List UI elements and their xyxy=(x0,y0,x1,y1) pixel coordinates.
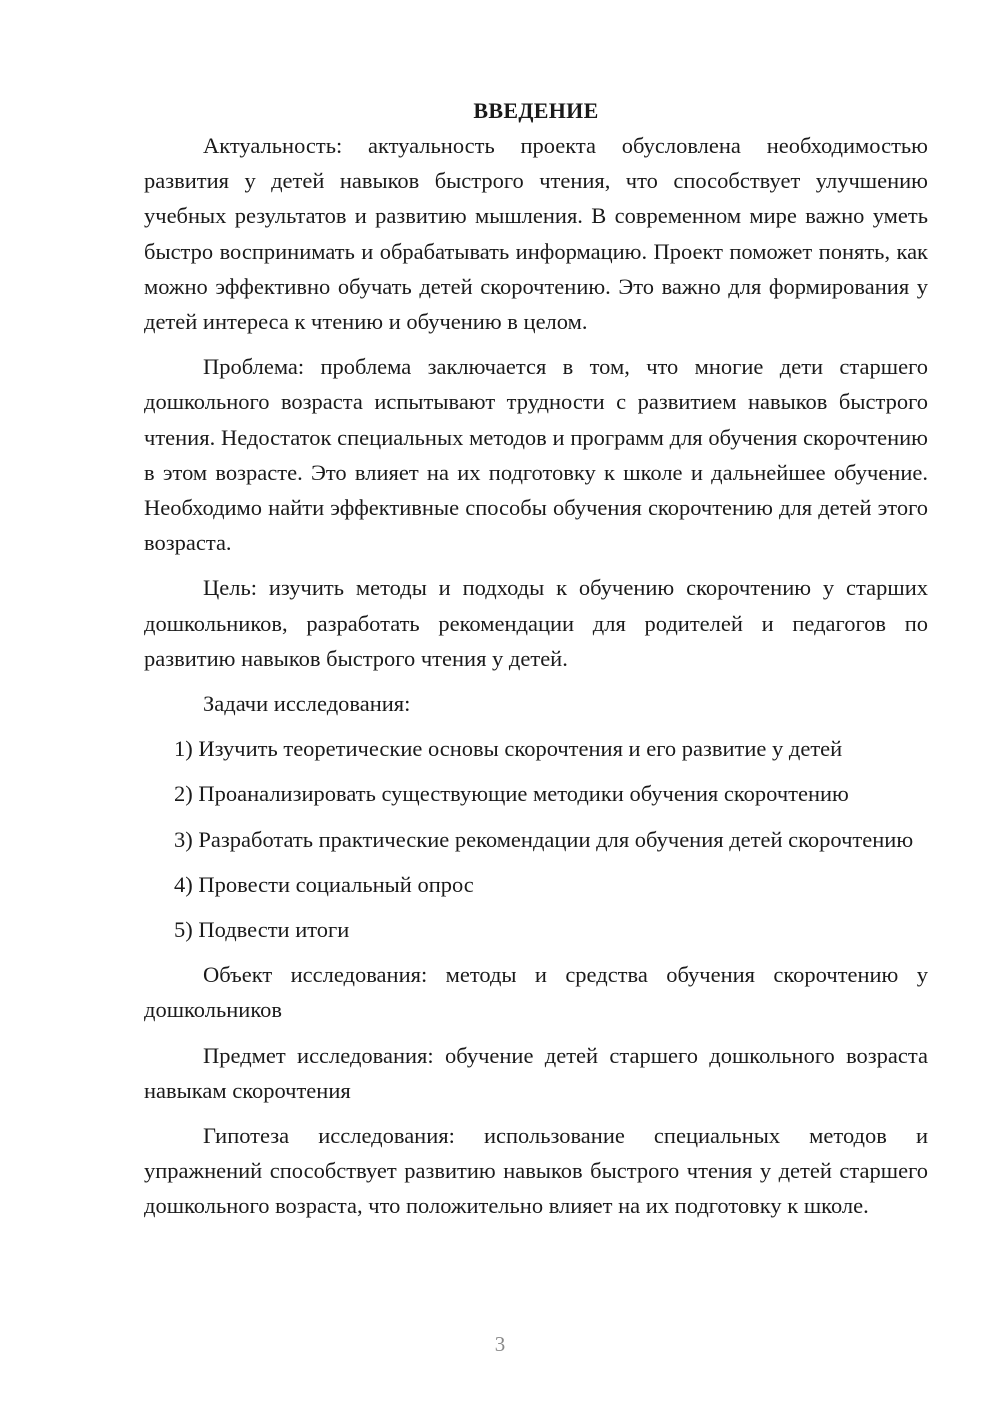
task-item-5: 5) Подвести итоги xyxy=(174,917,350,943)
page-content xyxy=(144,93,928,1224)
object-paragraph: Объект исследования: методы и средства обучения скорочтению у дошкольников xyxy=(144,962,928,1023)
task-item-3: 3) Разработать практические рекомендации для обучения детей скорочтению xyxy=(174,826,914,852)
subject-paragraph: Предмет исследования: обучение детей старшего дошкольного возраста навыкам скорочтения xyxy=(144,1042,928,1103)
page-number: 3 xyxy=(494,1332,506,1356)
tasks-heading: Задачи исследования: xyxy=(203,691,411,717)
task-item-2: 2) Проанализировать существующие методики обучения скорочтению xyxy=(174,781,849,807)
problem-paragraph: Проблема: проблема заключается в том, что многие дети старшего дошкольного возраста испытывают трудности с развитием навыков быстрого чтения. Недостаток специальных методов и программ для обучения скорочтению в этом возрасте. Это влияет на их подготовку к школе и дальнейшее обучение. Необходимо найти эффективные способы обучения скорочтению для детей этого возраста. xyxy=(144,354,928,556)
page-title: ВВЕДЕНИЕ xyxy=(473,98,599,123)
relevance-paragraph: Актуальность: актуальность проекта обусловлена необходимостью развития у детей навыков быстрого чтения, что способствует улучшению учебных результатов и развитию мышления. В современном мире важно уметь быстро воспринимать и обрабатывать информацию. Проект поможет понять, как можно эффективно обучать детей скорочтению. Это важно для формирования у детей интереса к чтению и обучению в целом. xyxy=(144,133,928,335)
goal-paragraph: Цель: изучить методы и подходы к обучению скорочтению у старших дошкольников, разработать рекомендации для родителей и педагогов по развитию навыков быстрого чтения у детей. xyxy=(144,575,928,671)
task-item-1: 1) Изучить теоретические основы скорочтения и его развитие у детей xyxy=(174,736,843,762)
task-item-4: 4) Провести социальный опрос xyxy=(174,871,474,897)
hypothesis-paragraph: Гипотеза исследования: использование специальных методов и упражнений способствует развитию навыков быстрого чтения у детей старшего дошкольного возраста, что положительно влияет на их подготовку к школе. xyxy=(144,1123,928,1219)
